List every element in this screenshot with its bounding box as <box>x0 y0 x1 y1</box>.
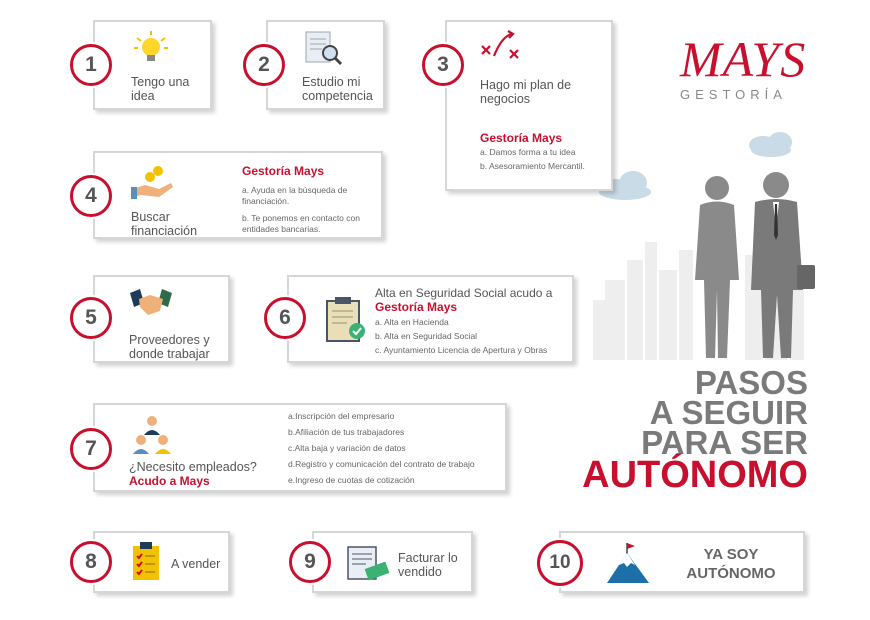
step-card-6 <box>287 275 574 363</box>
cloud-icon <box>749 132 792 157</box>
step-number: 9 <box>289 541 331 583</box>
checklist-icon <box>131 542 161 582</box>
step-card-9 <box>312 531 473 593</box>
step-item: d.Registro y comunicación del contrato de trabajo <box>288 459 475 469</box>
brand-logo: MAYS <box>680 31 807 87</box>
step-number: 8 <box>70 541 112 583</box>
magnifier-document-icon <box>304 30 344 68</box>
step-number: 1 <box>70 44 112 86</box>
step-label: ¿Necesito empleados? <box>129 460 257 474</box>
step-item: b. Alta en Seguridad Social <box>375 331 478 341</box>
headline-line-1: PASOS <box>694 364 808 401</box>
step-label: Proveedores y donde trabajar <box>129 333 210 362</box>
coins-hand-icon <box>131 165 175 201</box>
step-label: Buscar financiación <box>131 210 198 239</box>
handshake-icon <box>130 287 172 319</box>
step-label: Hago mi plan de negocios <box>480 78 572 107</box>
step-label: Alta en Seguridad Social acudo a <box>375 286 553 300</box>
invoice-money-icon <box>346 545 390 583</box>
step-card-3 <box>445 20 613 191</box>
step-number: 10 <box>537 540 583 586</box>
step-card-5 <box>93 275 230 363</box>
step-label: A vender <box>171 557 221 571</box>
step-number: 4 <box>70 175 112 217</box>
strategy-arrow-icon <box>480 30 524 62</box>
step-item: b. Asesoramiento Mercantil. <box>480 161 585 171</box>
step-card-8 <box>93 531 230 593</box>
step-number: 6 <box>264 297 306 339</box>
step-item: a. Alta en Hacienda <box>375 317 449 327</box>
city-illustration <box>585 130 825 360</box>
step-number: 7 <box>70 428 112 470</box>
step-item: c. Ayuntamiento Licencia de Apertura y Obras <box>375 345 548 355</box>
step-item: a. Ayuda en la búsqueda de financiación. <box>242 185 348 207</box>
headline-line-3: PARA SER <box>641 424 808 461</box>
clipboard-check-icon <box>325 297 367 343</box>
step-highlight: Gestoría Mays <box>375 300 458 314</box>
team-icon <box>131 413 173 455</box>
step-item: b.Afiliación de tus trabajadores <box>288 427 405 437</box>
step-number: 5 <box>70 297 112 339</box>
step-item: a.Inscripción del empresario <box>288 411 395 421</box>
step-highlight: Gestoría Mays <box>480 131 563 145</box>
step-item: b. Te ponemos en contacto con entidades bancarias. <box>242 213 360 235</box>
step-label: Tengo una idea <box>131 75 190 104</box>
lightbulb-icon <box>133 30 169 64</box>
step-highlight: Gestoría Mays <box>242 164 325 178</box>
step-number: 3 <box>422 44 464 86</box>
step-card-7 <box>93 403 507 492</box>
brand-subtitle: GESTORÍA <box>680 87 787 102</box>
step-card-10 <box>559 531 805 593</box>
step-highlight: Acudo a Mays <box>129 474 210 488</box>
headline-highlight: AUTÓNOMO <box>582 454 808 496</box>
step-card-4 <box>93 151 383 239</box>
step-label: YA SOY AUTÓNOMO <box>686 546 776 582</box>
woman-silhouette <box>695 176 739 358</box>
step-number: 2 <box>243 44 285 86</box>
step-item: c.Alta baja y variación de datos <box>288 443 406 453</box>
step-item: e.Ingreso de cuotas de cotización <box>288 475 415 485</box>
headline-line-2: A SEGUIR <box>649 394 808 431</box>
step-label: Estudio mi competencia <box>302 75 373 104</box>
step-label: Facturar lo vendido <box>398 551 458 580</box>
step-item: a. Damos forma a tu idea <box>480 147 576 157</box>
mountain-flag-icon <box>605 541 651 585</box>
